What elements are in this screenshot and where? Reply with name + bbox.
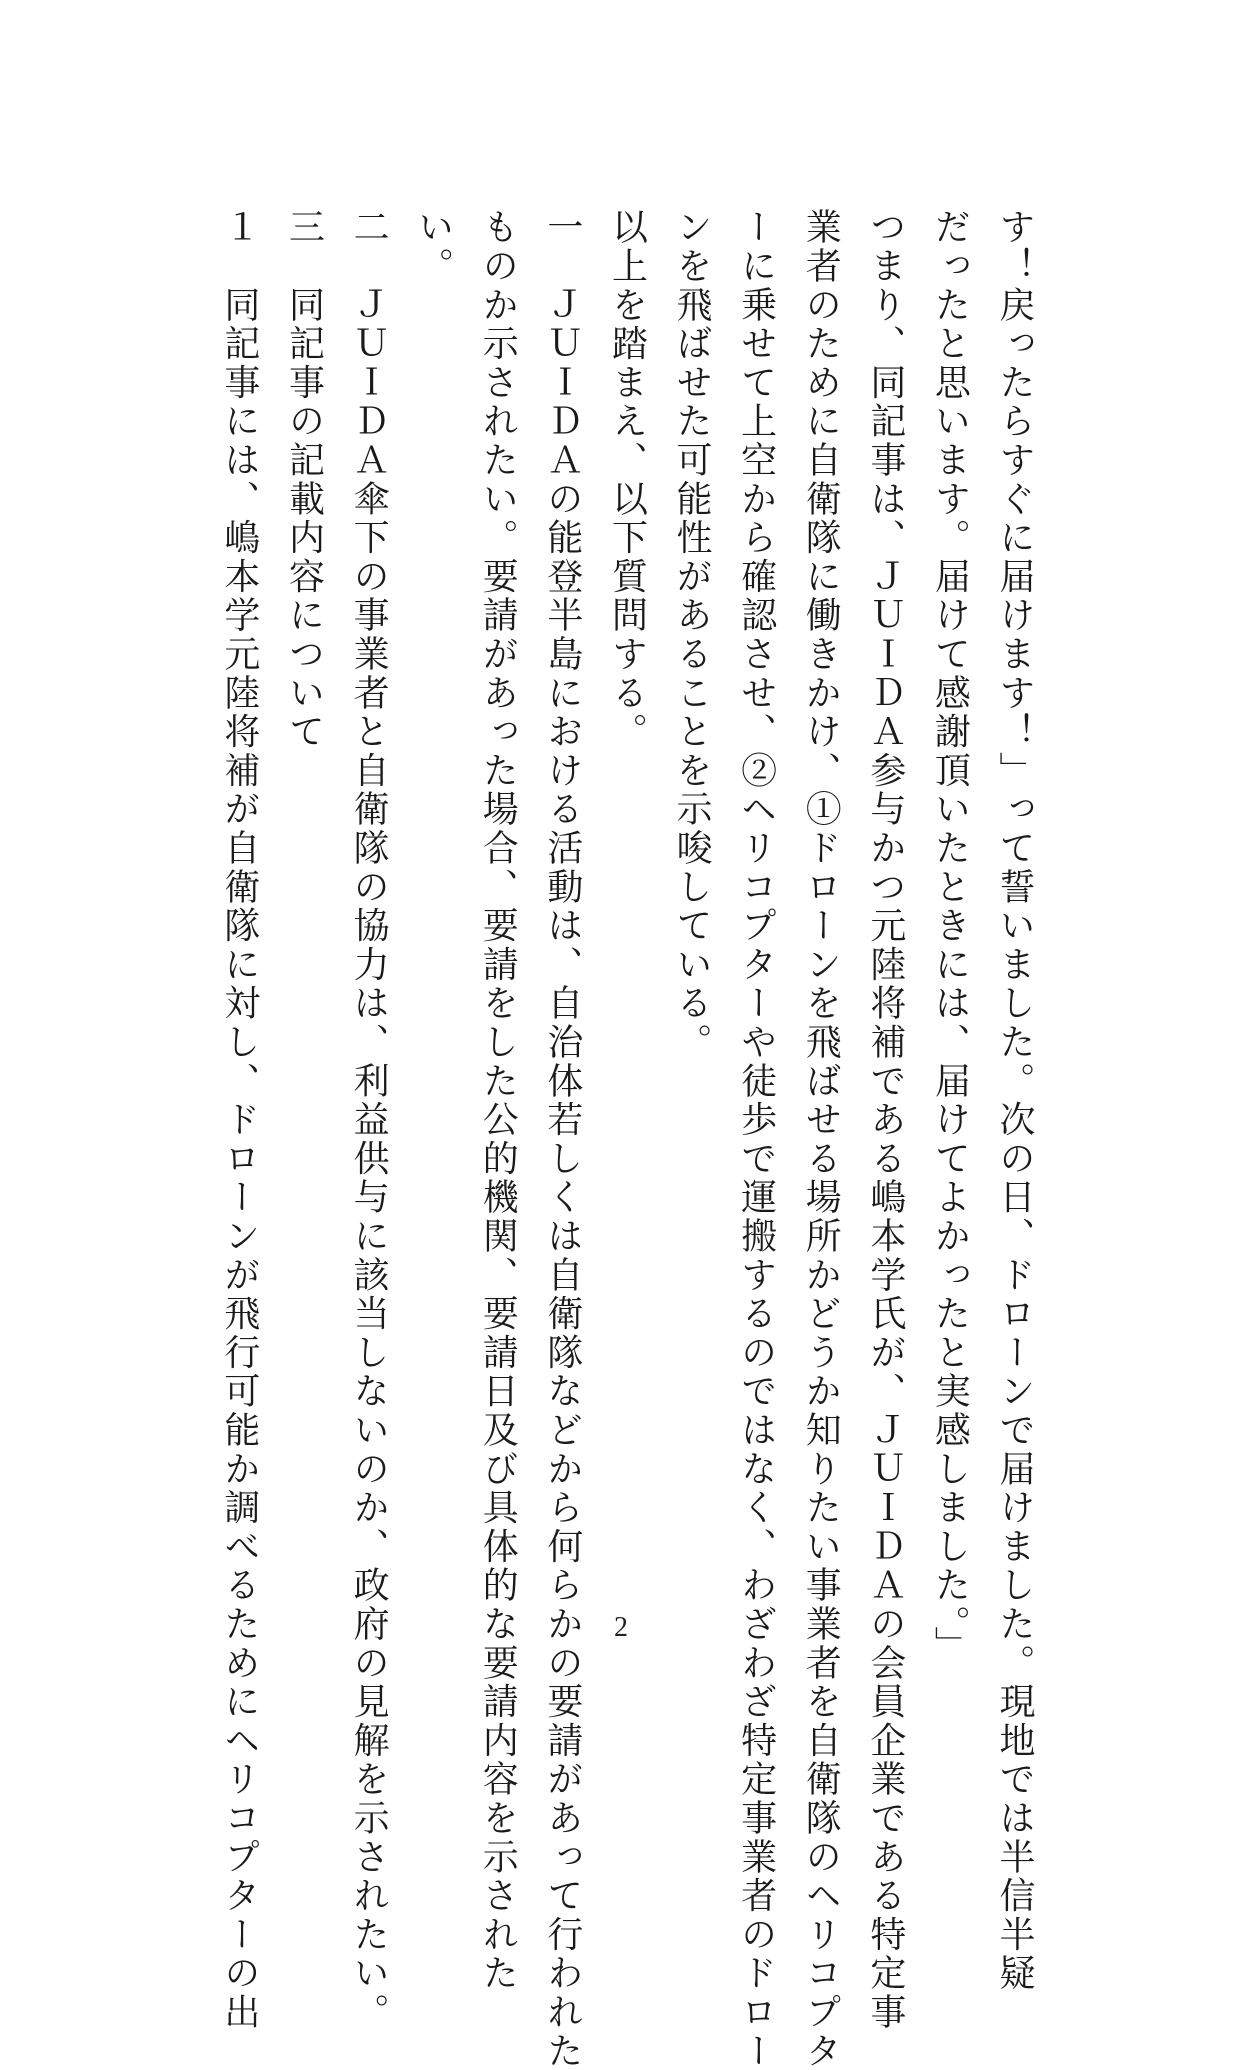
question-1-line-1: 一 ＪＵＩＤＡの能登半島における活動は、自治体若しくは自衛隊などから何らかの要請があって行われた <box>541 208 583 2070</box>
text-column-4: 業者のために自衛隊に働きかけ、①ドローンを飛ばせる場所かどうか知りたい事業者を自衛隊のヘリコプタ <box>800 208 842 2070</box>
question-3-item-1: １ 同記事には、嶋本学元陸将補が自衛隊に対し、ドローンが飛行可能か調べるためにヘリコプターの出 <box>218 208 260 2032</box>
question-3-heading: 三 同記事の記載内容について <box>283 208 325 752</box>
question-1-line-3: い。 <box>412 208 454 286</box>
text-column-1: す！戻ったらすぐに届けます！」って誓いました。次の日、ドローンで届けました。現地では半信半疑 <box>994 208 1035 1993</box>
question-1-line-2: ものか示されたい。要請があった場合、要請をした公的機関、要請日及び具体的な要請内容を示された <box>477 208 519 1993</box>
page-number: 2 <box>614 1612 628 1643</box>
text-column-5: ーに乗せて上空から確認させ、②ヘリコプターや徒歩で運搬するのではなく、わざわざ特定事業者のドロー <box>735 208 777 2070</box>
vertical-text-body <box>206 208 1046 2070</box>
text-column-3: つまり、同記事は、ＪＵＩＤＡ参与かつ元陸将補である嶋本学氏が、ＪＵＩＤＡの会員企業である特定事 <box>864 208 906 2032</box>
text-column-7: 以上を踏まえ、以下質問する。 <box>606 208 648 752</box>
question-2: 二 ＪＵＩＤＡ傘下の事業者と自衛隊の協力は、利益供与に該当しないのか、政府の見解を示されたい。 <box>348 208 390 2032</box>
text-column-2: だったと思います。届けて感謝頂いたときには、届けてよかったと実感しました。」 <box>929 208 971 1665</box>
text-column-6: ンを飛ばせた可能性があることを示唆している。 <box>671 208 713 1062</box>
